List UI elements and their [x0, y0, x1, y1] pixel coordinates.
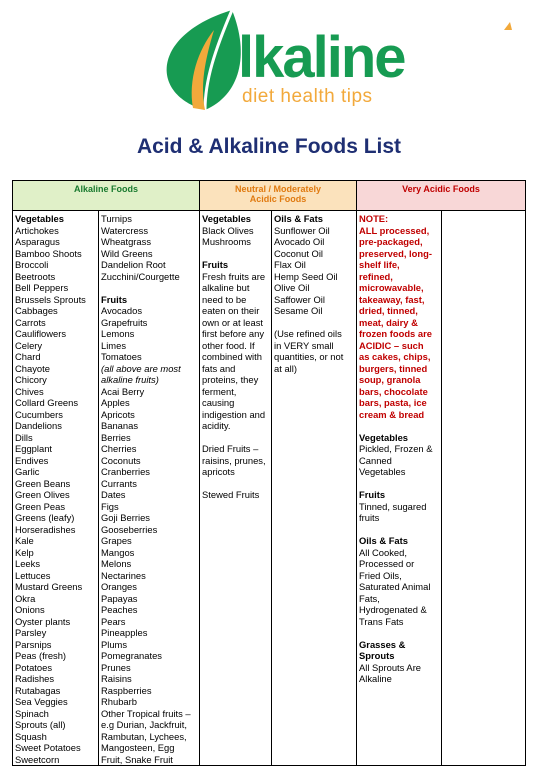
list-item: causing [202, 397, 235, 408]
list-item: Chayote [15, 362, 50, 374]
list-item: Dates [101, 489, 126, 500]
list-item: Green Peas [15, 500, 66, 512]
list-item: Canned [359, 454, 392, 466]
neutral-fruits-heading: Fruits [202, 259, 229, 270]
acidic-grasses-heading-1: Grasses & [359, 638, 406, 650]
list-item: dried, tinned, [359, 305, 418, 316]
list-item: first before any [202, 328, 265, 339]
list-item: Sea Veggies [15, 696, 68, 707]
list-item: Cauliflowers [15, 328, 67, 339]
alkaline-column-2 [99, 211, 200, 766]
list-item: Carrots [15, 316, 46, 328]
list-item: Lettuces [15, 569, 51, 581]
list-item: at all) [274, 362, 297, 374]
list-item: Wild Greens [101, 247, 153, 259]
list-item: Endives [15, 454, 49, 466]
list-item: Dandelion Root [101, 259, 166, 270]
list-item: Chives [15, 385, 44, 397]
list-item: Stewed Fruits [202, 489, 260, 500]
list-item: refined, [359, 270, 393, 282]
list-item: Dills [15, 431, 33, 443]
list-item: apricots [202, 466, 235, 477]
list-item: Bamboo Shoots [15, 247, 82, 259]
neutral-header-line-1: Neutral / Moderately [235, 184, 322, 194]
list-item: raisins, prunes, [202, 454, 266, 466]
list-item: Green Beans [15, 477, 71, 489]
neutral-header-line-2: Acidic Foods [249, 194, 307, 204]
list-item: Mangosteen, Egg [101, 742, 175, 753]
list-item: Zucchini/Courgette [101, 270, 180, 282]
acidic-header: Very Acidic Foods [357, 181, 526, 211]
list-item: quantities, or not [274, 351, 344, 362]
list-item: (Use refined oils [274, 328, 342, 339]
list-item: All Sprouts Are [359, 661, 422, 673]
list-item: as cakes, chips, [359, 351, 431, 362]
list-item: Fried Oils, [359, 569, 402, 581]
list-item: Squash [15, 730, 47, 742]
list-item: Melons [101, 558, 132, 569]
neutral-vegetables-heading: Vegetables [202, 213, 252, 224]
list-item: Tinned, sugared [359, 500, 427, 512]
list-item: Peaches [101, 604, 138, 615]
list-item: Brussels Sprouts [15, 293, 86, 305]
list-item: Onions [15, 604, 45, 615]
list-item: Cucumbers [15, 408, 63, 420]
list-item: Acai Berry [101, 385, 145, 397]
list-item: ALL processed, [359, 224, 430, 236]
list-item: Limes [101, 339, 127, 351]
list-item: Cranberries [101, 466, 150, 477]
list-item: Raisins [101, 673, 132, 684]
list-item: Black Olives [202, 224, 254, 236]
list-item: Asparagus [15, 236, 60, 247]
acidic-column-1 [357, 211, 442, 766]
list-item: Apples [101, 397, 130, 408]
list-item: Hydrogenated & [359, 604, 427, 615]
list-item: microwavable, [359, 282, 424, 293]
list-item: frozen foods are [359, 328, 432, 339]
list-item: soup, granola [359, 374, 421, 385]
list-item: Fresh fruits are [202, 270, 266, 282]
list-item: takeaway, fast, [359, 293, 425, 305]
list-item: Goji Berries [101, 512, 150, 523]
list-item: preserved, long- [359, 247, 432, 259]
list-item: Rambutan, Lychees, [101, 730, 187, 742]
logo [0, 0, 538, 120]
list-item: Beetroots [15, 270, 56, 282]
foods-table [12, 180, 526, 766]
list-item: Parsley [15, 627, 47, 638]
acidic-grasses-heading-2: Sprouts [359, 650, 395, 661]
list-item: Cabbages [15, 305, 58, 316]
alkaline-header: Alkaline Foods [13, 181, 200, 211]
list-item: Spinach [15, 707, 49, 719]
list-item: bars, chocolate [359, 385, 428, 397]
list-item: Nectarines [101, 569, 146, 581]
list-item: Gooseberries [101, 523, 158, 535]
list-item: Pineapples [101, 627, 148, 638]
list-item: Figs [101, 500, 119, 512]
list-item: indigestion and [202, 408, 266, 420]
list-item: Avocados [101, 305, 143, 316]
list-item: Rhubarb [101, 696, 137, 707]
list-item: Saturated Animal [359, 581, 431, 592]
list-item: Lemons [101, 328, 135, 339]
list-item: eaten on their [202, 305, 260, 316]
list-item: Pickled, Frozen & [359, 443, 433, 454]
list-item: Prunes [101, 661, 131, 673]
list-item: Sprouts (all) [15, 719, 66, 730]
list-item: Potatoes [15, 661, 53, 673]
list-item: Bell Peppers [15, 282, 69, 293]
alkaline-note-line-2: alkaline fruits) [101, 374, 159, 385]
list-item: Alkaline [359, 673, 392, 684]
list-item: meat, dairy & [359, 316, 418, 328]
list-item: alkaline but [202, 282, 250, 293]
alkaline-fruits-heading: Fruits [101, 293, 128, 305]
neutral-column-2 [272, 211, 357, 766]
list-item: Fruit, Snake Fruit [101, 753, 173, 765]
header-row [13, 181, 526, 211]
list-item: Green Olives [15, 489, 70, 500]
list-item: Broccoli [15, 259, 49, 270]
list-item: Wheatgrass [101, 236, 152, 247]
list-item: own or at least [202, 316, 263, 328]
list-item: Cherries [101, 443, 137, 454]
list-item: Coconuts [101, 454, 141, 466]
list-item: Parsnips [15, 638, 52, 650]
list-item: Dandelions [15, 420, 62, 431]
list-item: proteins, they [202, 374, 259, 385]
list-item: Saffower Oil [274, 293, 325, 305]
list-item: need to be [202, 293, 247, 305]
list-item: Vegetables [359, 466, 406, 477]
list-item: Other Tropical fruits – [101, 707, 191, 719]
list-item: Horseradishes [15, 523, 76, 535]
list-item: Leeks [15, 558, 41, 569]
list-item: Avocado Oil [274, 236, 325, 247]
acidic-vegetables-heading: Vegetables [359, 431, 409, 443]
list-item: Pomegranates [101, 650, 162, 661]
list-item: Peas (fresh) [15, 650, 67, 661]
list-item: Sweetcorn [15, 753, 60, 765]
list-item: Garlic [15, 466, 40, 477]
list-item: Bananas [101, 420, 139, 431]
list-item: Celery [15, 339, 43, 351]
list-item: Coconut Oil [274, 247, 323, 259]
list-item: Mangos [101, 546, 135, 558]
list-item: Currants [101, 477, 137, 489]
list-item: Okra [15, 592, 36, 604]
list-item: Chicory [15, 374, 47, 385]
list-item: cream & bread [359, 408, 425, 420]
list-item: Grapes [101, 535, 132, 546]
list-item: Olive Oil [274, 282, 310, 293]
list-item: Rutabagas [15, 684, 61, 696]
acidic-fruits-heading: Fruits [359, 489, 386, 500]
list-item: in VERY small [274, 339, 334, 351]
list-item: Berries [101, 431, 131, 443]
acidic-column-2 [442, 211, 526, 766]
list-item: Kale [15, 535, 34, 546]
list-item: Trans Fats [359, 615, 404, 627]
list-item: burgers, tinned [359, 362, 428, 374]
list-item: Greens (leafy) [15, 512, 75, 523]
list-item: Sunflower Oil [274, 224, 330, 236]
list-item: fruits [359, 512, 380, 523]
list-item: Collard Greens [15, 397, 79, 408]
alkaline-note-line-1: (all above are most [101, 362, 181, 374]
list-item: Oyster plants [15, 615, 71, 627]
list-item: Tomatoes [101, 351, 142, 362]
list-item: Flax Oil [274, 259, 306, 270]
list-item: Eggplant [15, 443, 53, 454]
list-item: pre-packaged, [359, 236, 423, 247]
neutral-column-1 [200, 211, 272, 766]
list-item: fats and [202, 362, 236, 374]
alkaline-vegetables-heading: Vegetables [15, 213, 64, 224]
list-item: Processed or [359, 558, 415, 569]
list-item: Fats, [359, 592, 380, 604]
list-item: Artichokes [15, 224, 59, 236]
list-item: Pears [101, 615, 126, 627]
page-title: Acid & Alkaline Foods List [136, 135, 402, 158]
list-item: Papayas [101, 592, 138, 604]
logo-wordmark: lkaline [238, 25, 405, 90]
list-item: Kelp [15, 546, 34, 558]
list-item: bars, pasta, ice [359, 397, 427, 408]
list-item: Radishes [15, 673, 55, 684]
neutral-oils-heading: Oils & Fats [274, 213, 323, 224]
list-item: ACIDIC – such [359, 339, 424, 351]
list-item: Plums [101, 638, 128, 650]
list-item: Turnips [101, 213, 132, 224]
list-item: Apricots [101, 408, 135, 420]
list-item: Chard [15, 351, 41, 362]
list-item: Dried Fruits – [202, 443, 259, 454]
list-item: acidity. [202, 420, 231, 431]
logo-tagline: diet health tips [242, 86, 373, 107]
list-item: NOTE: [359, 213, 389, 224]
list-item: other food. If [202, 339, 255, 351]
list-item: Sesame Oil [274, 305, 323, 316]
list-item: combined with [202, 351, 262, 362]
list-item: Mushrooms [202, 236, 251, 247]
neutral-header [200, 181, 357, 211]
content-row [13, 211, 526, 766]
list-item: shelf life, [359, 259, 400, 270]
list-item: e.g Durian, Jackfruit, [101, 719, 187, 730]
list-item: Oranges [101, 581, 137, 592]
list-item: Mustard Greens [15, 581, 83, 592]
list-item: Hemp Seed Oil [274, 270, 338, 282]
acidic-oils-heading: Oils & Fats [359, 535, 408, 546]
list-item: Grapefruits [101, 316, 148, 328]
list-item: Watercress [101, 224, 149, 236]
list-item: Raspberries [101, 684, 152, 696]
list-item: All Cooked, [359, 546, 407, 558]
list-item: ferment, [202, 385, 237, 397]
list-item: Sweet Potatoes [15, 742, 81, 753]
alkaline-column-1 [13, 211, 99, 766]
